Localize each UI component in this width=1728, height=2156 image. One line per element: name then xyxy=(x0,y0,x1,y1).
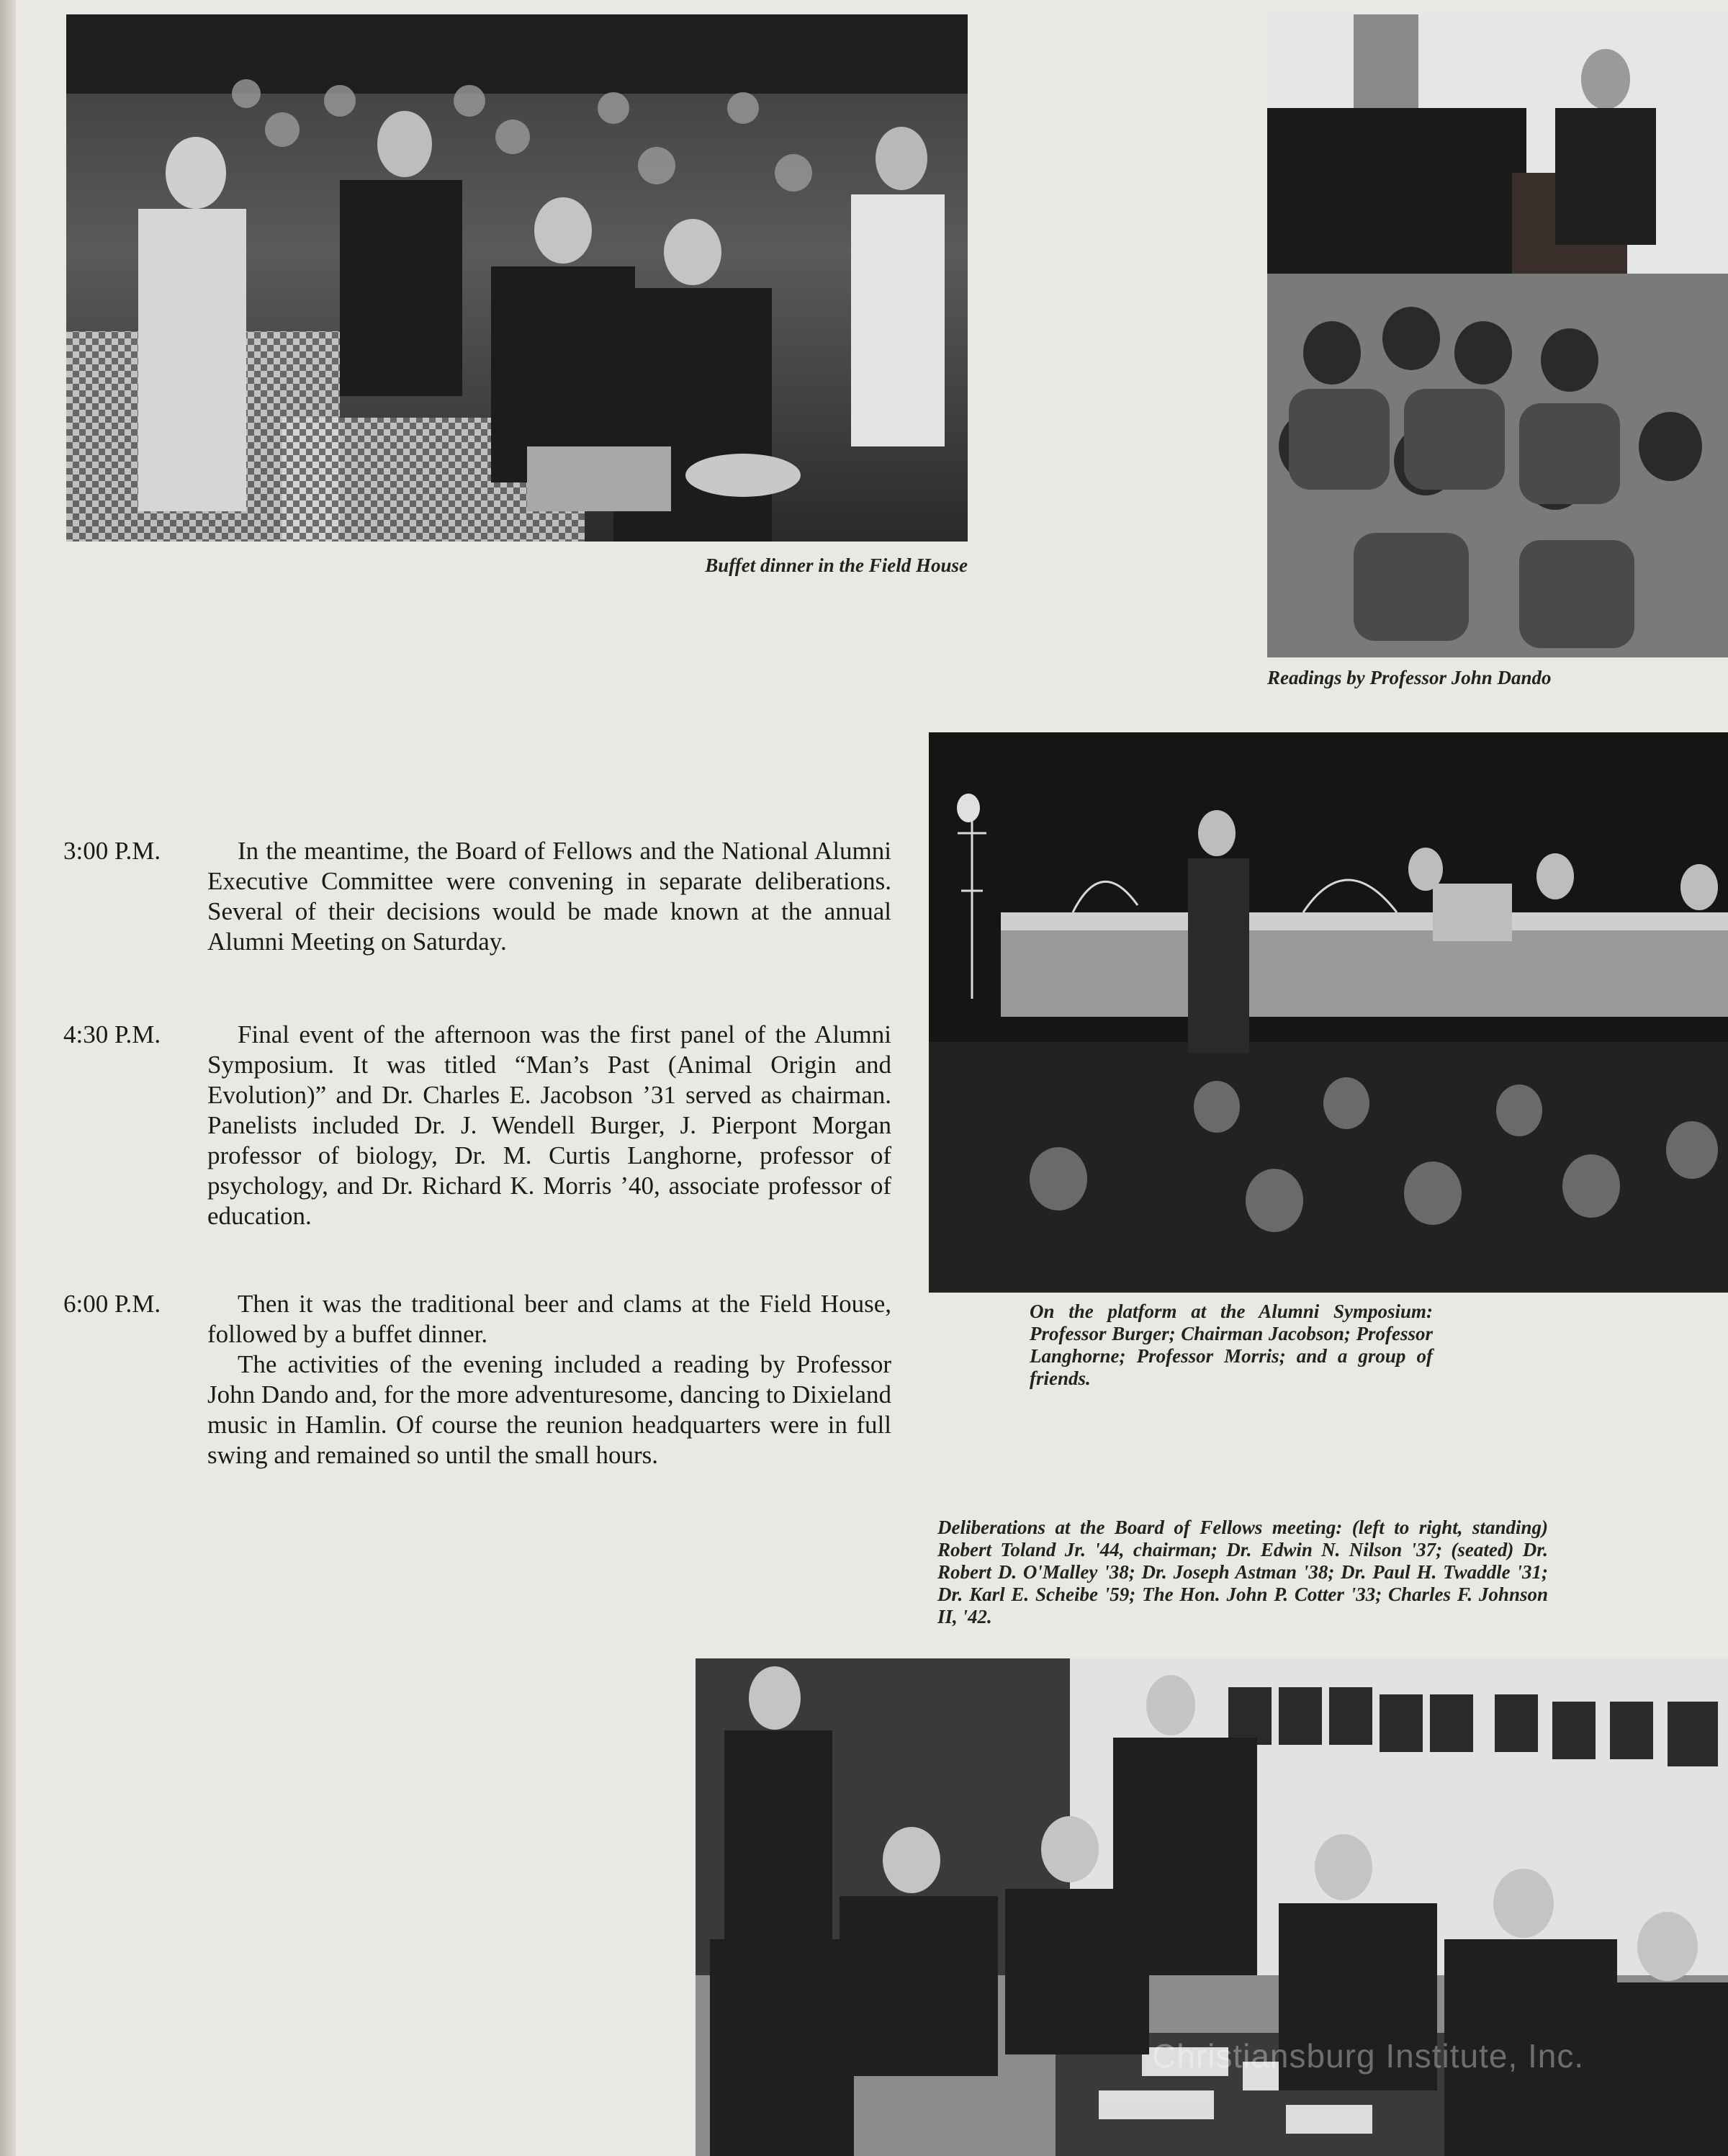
page-binding-edge xyxy=(0,0,16,2156)
schedule-entry-3pm xyxy=(63,836,891,957)
schedule-body xyxy=(207,1020,891,1231)
schedule-entry-6pm xyxy=(63,1289,891,1470)
schedule-paragraph: Final event of the afternoon was the first panel of the Alumni Symposium. It was titled “Man’s Past (Animal Origin and Evolution)” and Dr. Charles E. Jacobson ’31 served as chairman. Panelists included Dr. J. Wendell Burger, J. Pierpont Morgan professor of biology, Dr. M. Curtis Langhorne, professor of psychology, and Dr. Richard K. Morris ’40, associate professor of education. xyxy=(207,1020,891,1230)
schedule-time: 4:30 P.M. xyxy=(63,1020,161,1048)
fellows-caption: Deliberations at the Board of Fellows meeting: (left to right, standing) Robert Toland Jr. '44, chairman; Dr. Edwin N. Nilson '37; (seated) Dr. Robert D. O'Malley '38; Dr. Joseph Astman '38; Dr. Paul H. Twaddle '31; Dr. Karl E. Scheibe '59; The Hon. John P. Cotter '33; Charles F. Johnson II, '42. xyxy=(937,1517,1548,1627)
schedule-entry-430pm xyxy=(63,1020,891,1231)
readings-caption: Readings by Professor John Dando xyxy=(1267,667,1552,688)
buffet-dinner-caption: Buffet dinner in the Field House xyxy=(705,554,968,576)
buffet-dinner-photo xyxy=(66,14,968,542)
schedule-paragraph: In the meantime, the Board of Fellows and the National Alumni Executive Committee were convening in separate deliberations. Several of their decisions would be made known at the annual Alumni Meeting on Saturday. xyxy=(207,837,891,956)
schedule-time: 6:00 P.M. xyxy=(63,1290,161,1318)
schedule-paragraph: The activities of the evening included a reading by Professor John Dando and, for the more adventuresome, dancing to Dixieland music in Hamlin. Of course the reunion headquarters were in full swing and remained so until the small hours. xyxy=(207,1350,891,1469)
schedule-body xyxy=(207,836,891,957)
symposium-photo xyxy=(929,732,1728,1293)
schedule-body xyxy=(207,1289,891,1470)
symposium-caption: On the platform at the Alumni Symposium: Professor Burger; Chairman Jacobson; Professor Langhorne; Professor Morris; and a group of friends. xyxy=(1030,1301,1433,1389)
readings-photo xyxy=(1267,14,1728,657)
schedule-time: 3:00 P.M. xyxy=(63,837,161,865)
fellows-meeting-photo xyxy=(696,1658,1728,2156)
schedule-paragraph: Then it was the traditional beer and clams at the Field House, followed by a buffet dinner. xyxy=(207,1290,891,1348)
watermark-text: Christiansburg Institute, Inc. xyxy=(1152,2037,1585,2075)
